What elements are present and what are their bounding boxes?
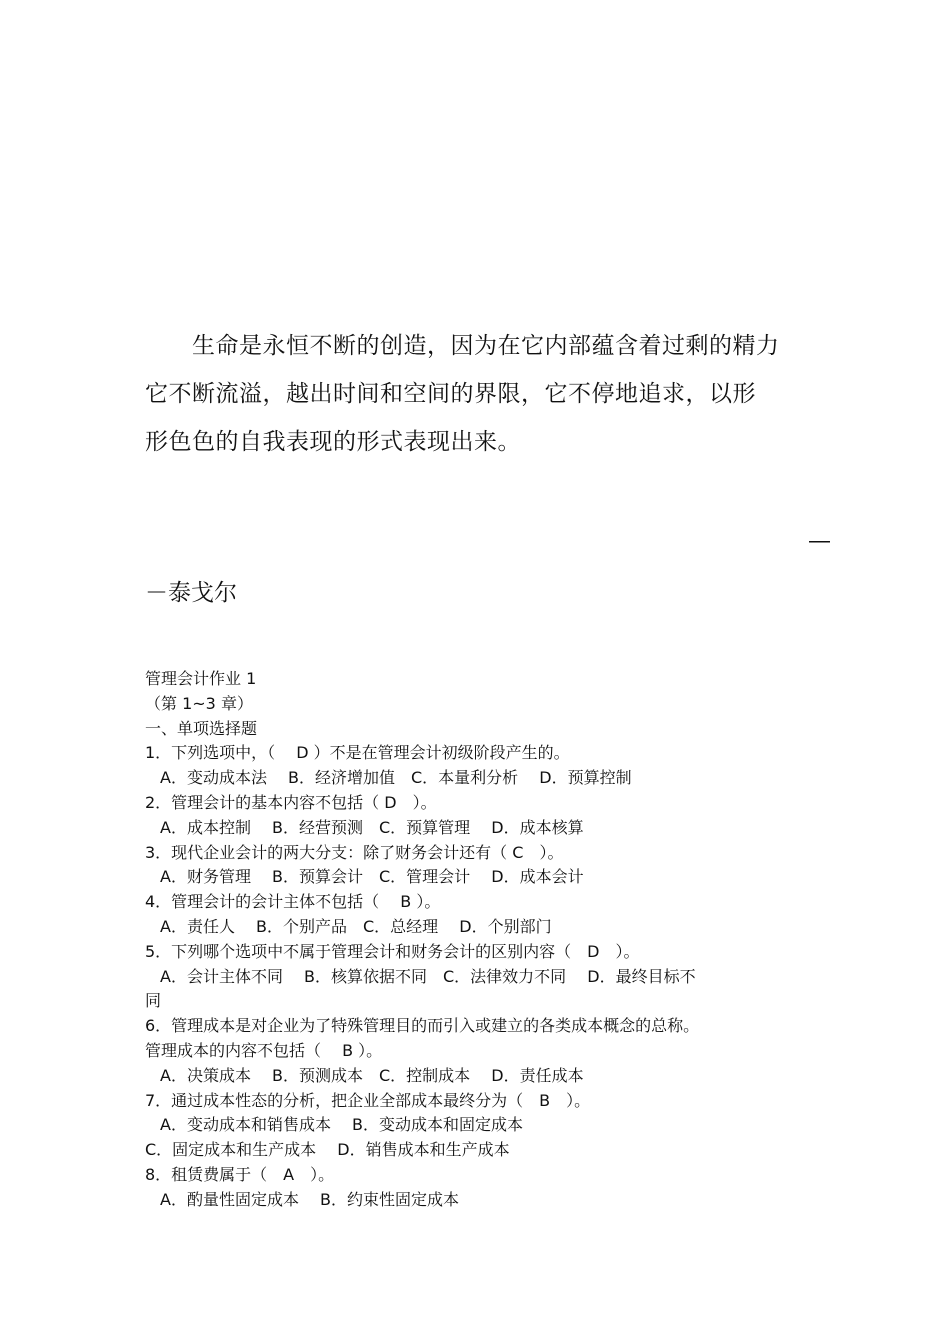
question-options: A．财务管理 B．预算会计 C．管理会计 D．成本会计	[160, 867, 584, 887]
quote-line: 生命是永恒不断的创造，因为在它内部蕴含着过剩的精力	[192, 333, 780, 359]
question-text: 7．通过成本性态的分析，把企业全部成本最终分为（ B ）。	[145, 1090, 591, 1110]
question-options-continued: 同	[145, 991, 162, 1011]
question-text: 8．租赁费属于（ A ）。	[145, 1164, 335, 1184]
question-options: A．成本控制 B．经营预测 C．预算管理 D．成本核算	[160, 817, 584, 837]
homework-section	[145, 667, 820, 1213]
question-options: A．变动成本和销售成本 B．变动成本和固定成本	[160, 1115, 524, 1135]
homework-title: 管理会计作业 1	[145, 669, 257, 688]
question-options: A．会计主体不同 B．核算依据不同 C．法律效力不同 D．最终目标不	[160, 966, 696, 986]
question-text-continued: 管理成本的内容不包括（ B ）。	[145, 1040, 383, 1060]
question-text: 3．现代企业会计的两大分支：除了财务会计还有（ C ）。	[145, 842, 564, 862]
question-options: A．责任人 B．个别产品 C．总经理 D．个别部门	[160, 916, 552, 936]
homework-chapters: （第 1~3 章）	[145, 693, 253, 713]
question-options-continued: C．固定成本和生产成本 D．销售成本和生产成本	[145, 1140, 510, 1160]
question-options: A．变动成本法 B．经济增加值 C．本量利分析 D．预算控制	[160, 768, 632, 788]
quote-author: －泰戈尔	[145, 580, 237, 606]
question-text: 4．管理会计的会计主体不包括（ B ）。	[145, 892, 441, 912]
question-options: A．决策成本 B．预测成本 C．控制成本 D．责任成本	[160, 1065, 584, 1085]
question-options: A．酌量性固定成本 B．约束性固定成本	[160, 1189, 460, 1209]
tagore-quote	[145, 322, 815, 466]
question-text: 1．下列选项中，（ D ）不是在管理会计初级阶段产生的。	[145, 743, 570, 763]
question-text: 5．下列哪个选项中不属于管理会计和财务会计的区别内容（ D ）。	[145, 941, 640, 961]
question-text: 6．管理成本是对企业为了特殊管理目的而引入或建立的各类成本概念的总称。	[145, 1016, 700, 1036]
quote-line: 形色色的自我表现的形式表现出来。	[145, 429, 521, 455]
question-text: 2．管理会计的基本内容不包括（ D ）。	[145, 792, 437, 812]
quote-line: 它不断流溢，越出时间和空间的界限，它不停地追求，以形	[145, 381, 756, 407]
section-heading: 一、单项选择题	[145, 718, 258, 738]
quote-dash: —	[808, 528, 831, 554]
